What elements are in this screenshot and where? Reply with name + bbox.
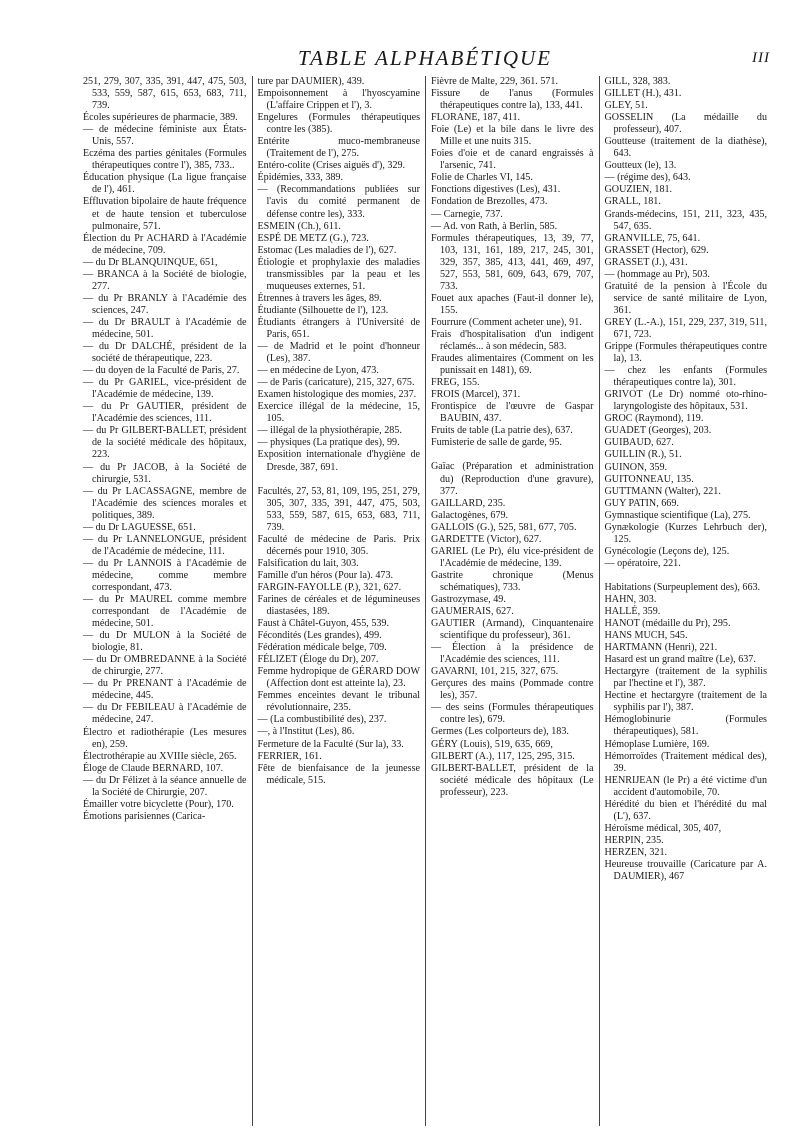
index-entry: — du Dr FEBILEAU à l'Académie de médecine, 247. [83,702,247,726]
index-entry: HANS MUCH, 545. [604,630,688,642]
index-entry: — du Pr GARIEL, vice-président de l'Académie de médecine, 139. [83,377,247,401]
index-entry: Farines de céréales et de légumineuses diastasées, 189. [257,593,420,618]
index-column-1 [78,76,252,1126]
index-entry: — Ad. von Rath, à Berlin, 585. [431,220,558,232]
index-entry: GOUZIEN, 181. [604,184,673,196]
index-entry: Gastrozymase, 49. [431,593,506,605]
index-entry: GUITONNEAU, 135. [604,473,694,485]
letter-section-gap [431,449,594,461]
index-entry: Fouet aux apaches (Faut-il donner le), 155. [431,292,594,316]
index-entry: Exercice illégal de la médecine, 15, 105. [257,401,420,425]
index-entry: — du Pr LANNOIS à l'Académie de médecine, comme membre correspondant, 473. [83,557,247,593]
index-entry: Héroïsme médical, 305, 407, [604,822,722,834]
index-entry: Étudiants étrangers à l'Université de Paris, 651. [257,316,420,340]
index-entry: — du Pr PRENANT à l'Académie de médecine, 445. [83,678,247,702]
index-entry: Fondation de Brezolles, 473. [431,196,548,208]
index-entry: Gynækologie (Kurzes Lehrbuch der), 125. [604,521,767,545]
index-entry: Élection du Pr ACHARD à l'Académie de médecine, 709. [83,232,247,256]
index-entry: Foie (Le) et la bile dans le livre des Mille et une nuits 315. [431,124,594,148]
index-entry: — des seins (Formules thérapeutiques contre les), 679. [431,702,594,726]
index-column-2 [252,76,426,1126]
index-entry: — du Pr LANNELONGUE, président de l'Académie de médecine, 111. [83,533,247,557]
index-entry: FARGIN-FAYOLLE (P.), 321, 627. [257,581,402,593]
index-entry: Femme hydropique de GÉRARD DOW (Affection dont est atteinte la), 23. [257,666,420,690]
index-entry: Fonctions digestives (Les), 431. [431,184,561,196]
index-entry: —, à l'Institut (Les), 86. [257,726,355,738]
index-entry: ESMEIN (Ch.), 611. [257,220,341,232]
index-entry: GUADET (Georges), 203. [604,425,712,437]
index-entry: ture par DAUMIER), 439. [257,76,365,87]
index-entry: GAUTIER (Armand), Cinquantenaire scientifique du professeur), 361. [431,618,594,642]
index-entry: Fête de bienfaisance de la jeunesse médicale, 515. [257,762,420,786]
index-entry: FROIS (Marcel), 371. [431,389,521,401]
index-entry: — du Pr MAUREL comme membre correspondant de l'Académie de médecine, 501. [83,594,247,630]
index-entry: Éducation physique (La ligue française de l'), 461. [83,172,247,196]
index-entry: Gratuité de la pension à l'École du service de santé militaire de Lyon, 361. [604,280,767,316]
index-entry: Empoisonnement à l'hyoscyamine (L'affaire Crippen et l'), 3. [257,88,420,112]
index-entry: Fourrure (Comment acheter une), 91. [431,316,582,328]
index-entry: — du Dr DALCHÉ, président de la société de thérapeutique, 223. [83,341,247,365]
index-entry: GILL, 328, 383. [604,76,671,87]
index-entry: Étrennes à travers les âges, 89. [257,292,382,304]
index-entry: HERPIN, 235. [604,834,664,846]
index-entry: GRASSET (J.), 431. [604,256,688,268]
index-entry: Eczéma des parties génitales (Formules thérapeutiques contre l'), 385, 733.. [83,148,247,172]
index-entry: Fumisterie de salle de garde, 95. [431,437,562,449]
index-entry: Famille d'un héros (Pour la). 473. [257,569,394,581]
index-entry: — BRANCA à la Société de biologie, 277. [83,268,247,292]
index-entry: FÉLIZET (Éloge du Dr), 207. [257,654,379,666]
index-entry: FREG, 155. [431,377,480,389]
index-entry: Grands-médecins, 151, 211, 323, 435, 547, 635. [604,208,767,232]
index-entry: GARIEL (Le Pr), élu vice-président de l'Académie de médecine, 139. [431,545,594,569]
index-entry: HENRIJEAN (le Pr) a été victime d'un accident d'automobile, 70. [604,774,767,798]
index-entry: Hémoglobinurie (Formules thérapeutiques), 581. [604,714,767,738]
index-entry: Gaïac (Préparation et administration du) (Reproduction d'une gravure), 377. [431,461,594,497]
index-entry: 251, 279, 307, 335, 391, 447, 475, 503, 533, 559, 587, 615, 653, 683, 711, 739. [83,76,247,112]
index-entry: GUINON, 359. [604,461,668,473]
index-entry: Entérite muco-membraneuse (Traitement de l'), 275. [257,136,420,160]
index-entry: ESPÉ DE METZ (G.), 723. [257,232,369,244]
index-entry: Effluvation bipolaire de haute fréquence et de haute tension et tuberculose pulmonaire, 571. [83,196,247,232]
index-entry: Éloge de Claude BERNARD, 107. [83,762,224,774]
index-entry: — du Pr GAUTIER, président de l'Académie des sciences, 111. [83,401,247,425]
index-entry: — du Dr LAGUESSE, 651. [83,521,196,533]
index-entry: GRASSET (Hector), 629. [604,244,709,256]
index-entry: Électro et radiothérapie (Les mesures en), 259. [83,726,247,750]
index-entry: Gerçures des mains (Pommade contre les), 357. [431,678,594,702]
index-entry: HERZEN, 321. [604,846,668,858]
index-entry: — du Dr Félizet à la séance annuelle de la Société de Chirurgie, 207. [83,774,247,798]
index-entry: GILBERT-BALLET, président de la société médicale des hôpitaux (Le professeur), 223. [431,762,594,798]
index-entry: Exposition internationale d'hygiène de Dresde, 387, 691. [257,449,420,473]
index-entry: Fraudes alimentaires (Comment on les punissait en 1481), 69. [431,353,594,377]
index-entry: Folie de Charles VI, 145. [431,172,533,184]
index-entry: Examen histologique des momies, 237. [257,389,417,401]
index-entry: Foies d'oie et de canard engraissés à l'arsenic, 741. [431,148,594,172]
index-entry: FERRIER, 161. [257,750,322,762]
index-entry: — physiques (La pratique des), 99. [257,437,400,449]
letter-section-gap [605,570,768,582]
index-entry: Germes (Les colporteurs de), 183. [431,726,569,738]
page-header [80,44,770,74]
index-entry: — du Pr BRANLY à l'Académie des sciences, 247. [83,292,247,316]
index-entry: HANOT (médaille du Pr), 295. [604,618,731,630]
index-entry: GUILLIN (R.), 51. [604,449,682,461]
index-column-4 [599,76,773,1126]
index-entry: — Carnegie, 737. [431,208,503,220]
index-entry: Étudiante (Silhouette de l'), 123. [257,304,389,316]
index-entry: Gastrite chronique (Menus schématiques), 733. [431,569,594,593]
index-entry: Habitations (Surpeuplement des), 663. [604,581,761,593]
index-entry: Faculté de médecine de Paris. Prix décernés pour 1910, 305. [257,533,420,557]
index-entry: Hérédité du bien et l'hérédité du mal (L'), 637. [604,798,767,822]
index-entry: — du Pr GILBERT-BALLET, président de la société médicale des hôpitaux, 223. [83,425,247,461]
index-entry: HARTMANN (Henri), 221. [604,642,718,654]
index-entry: Frontispice de l'œuvre de Gaspar BAUBIN, 437. [431,401,594,425]
index-entry: GALLOIS (G.), 525, 581, 677, 705. [431,521,577,533]
index-entry: Gymnastique scientifique (La), 275. [604,509,751,521]
index-entry: — du Dr BLANQUINQUE, 651, [83,256,218,268]
index-entry: GAILLARD, 235. [431,497,506,509]
index-entry: Électrothérapie au XVIIIe siècle, 265. [83,750,237,762]
index-entry: GUTTMANN (Walter), 221. [604,485,721,497]
page-title: TABLE ALPHABÉTIQUE [298,46,552,70]
index-entry: Hectine et hectargyre (traitement de la syphilis par l'), 387. [604,690,767,714]
index-entry: Hémoplase Lumière, 169. [604,738,710,750]
index-entry: GRALL, 181. [604,196,661,208]
index-entry: Épidémies, 333, 389. [257,172,344,184]
index-entry: Fièvre de Malte, 229, 361. 571. [431,76,558,87]
index-entry: — opératoire, 221. [604,557,681,569]
index-entry: Fissure de l'anus (Formules thérapeutiques contre la), 133, 441. [431,88,594,112]
index-entry: Heureuse trouvaille (Caricature par A. DAUMIER), 467 [604,859,767,883]
index-entry: Facultés, 27, 53, 81, 109, 195, 251, 279, 305, 307, 335, 391, 447, 475, 503, 533, 559, 587, 615, 653, 683, 711, 739. [257,485,420,533]
index-entry: — (hommage au Pr), 503. [604,268,710,280]
index-entry: — chez les enfants (Formules thérapeutiques contre la), 301. [604,365,767,389]
index-entry: — (La combustibilité des), 237. [257,714,387,726]
index-entry: GARDETTE (Victor), 627. [431,533,542,545]
index-entry: Engelures (Formules thérapeutiques contre les (385). [257,112,420,136]
index-entry: GILBERT (A.), 117, 125, 295, 315. [431,750,575,762]
index-entry: GUY PATIN, 669. [604,497,679,509]
index-entry: Formules thérapeutiques, 13, 39, 77, 103, 131, 161, 189, 217, 245, 301, 329, 357, 385, 413, 441, 469, 497, 527, 553, 581, 609, 643, 679, 707, 733. [431,232,594,292]
index-columns [78,76,772,1126]
index-entry: Hectargyre (traitement de la syphilis par l'hectine et l'), 387. [604,666,767,690]
index-entry: GÉRY (Louis), 519, 635, 669, [431,738,553,750]
index-entry: Fruits de table (La patrie des), 637. [431,425,573,437]
index-entry: — de Paris (caricature), 215, 327, 675. [257,377,415,389]
index-entry: — de Madrid et le point d'honneur (Les), 387. [257,341,420,365]
index-entry: Faust à Châtel-Guyon, 455, 539. [257,618,389,630]
index-entry: — Élection à la présidence de l'Académie des sciences, 111. [431,642,594,666]
index-entry: — du Pr LACASSAGNE, membre de l'Académie des sciences morales et politiques, 389. [83,485,247,521]
index-entry: Grippe (Formules thérapeutiques contre la), 13. [604,341,767,365]
index-entry: — (Recommandations publiées sur l'avis du comité permanent de défense contre les), 333. [257,184,420,220]
index-entry: HALLÉ, 359. [604,606,661,618]
index-entry: Étiologie et prophylaxie des maladies transmissibles par la peau et les muqueuses externes, 51. [257,256,420,292]
index-entry: Entéro-colite (Crises aiguës d'), 329. [257,160,406,172]
index-entry: Fermeture de la Faculté (Sur la), 33. [257,738,404,750]
index-entry: Falsification du lait, 303. [257,557,359,569]
index-entry: — du Dr OMBREDANNE à la Société de chirurgie, 277. [83,654,247,678]
index-entry: — du doyen de la Faculté de Paris, 27. [83,365,240,377]
index-entry: — du Pr JACOB, à la Société de chirurgie, 531. [83,461,247,485]
index-entry: — du Dr MULON à la Société de biologie, 81. [83,630,247,654]
index-entry: Galactogènes, 679. [431,509,509,521]
index-entry: HAHN, 303. [604,593,657,605]
index-entry: — de médecine féministe aux États-Unis, 557. [83,124,247,148]
index-entry: — (régime des), 643. [604,172,691,184]
index-entry: Hémorroïdes (Traitement médical des), 39. [604,750,767,774]
index-entry: Émotions parisiennes (Carica- [83,810,206,822]
index-entry: GRANVILLE, 75, 641. [604,232,701,244]
index-entry: Hasard est un grand maître (Le), 637. [604,654,756,666]
index-entry: Gynécologie (Leçons de), 125. [604,545,730,557]
index-entry: Femmes enceintes devant le tribunal révolutionnaire, 235. [257,690,420,714]
index-entry: — illégal de la physiothérapie, 285. [257,425,402,437]
index-entry: GRIVOT (Le Dr) nommé oto-rhino-laryngologiste des hôpitaux, 531. [604,389,767,413]
index-entry: GROC (Raymond), 119. [604,413,704,425]
index-entry: Écoles supérieures de pharmacie, 389. [83,112,238,124]
index-entry: — en médecine de Lyon, 473. [257,365,379,377]
index-entry: Émailler votre bicyclette (Pour), 170. [83,798,234,810]
index-entry: GREY (L.-A.), 151, 229, 237, 319, 511, 671, 723. [604,316,767,340]
index-entry: Goutteuse (traitement de la diathèse), 643. [604,136,767,160]
letter-section-gap [258,474,421,486]
index-entry: GAVARNI, 101, 215, 327, 675. [431,666,559,678]
page-number: III [752,50,770,66]
index-entry: Estomac (Les maladies de l'), 627. [257,244,397,256]
index-entry: GAUMERAIS, 627. [431,606,514,618]
index-entry: FLORANE, 187, 411. [431,112,521,124]
index-entry: GILLET (H.), 431. [604,88,682,100]
index-entry: GUIBAUD, 627. [604,437,674,449]
index-column-3 [425,76,599,1126]
index-entry: — du Dr BRAULT à l'Académie de médecine, 501. [83,316,247,340]
index-entry: Fédération médicale belge, 709. [257,642,387,654]
index-entry: GLEY, 51. [604,100,648,112]
index-entry: Frais d'hospitalisation d'un indigent réclamés... à son médecin, 583. [431,328,594,353]
index-entry: Goutteux (le), 13. [604,160,677,172]
index-entry: Fécondités (Les grandes), 499. [257,630,382,642]
index-entry: GOSSELIN (La médaille du professeur), 407. [604,112,767,136]
